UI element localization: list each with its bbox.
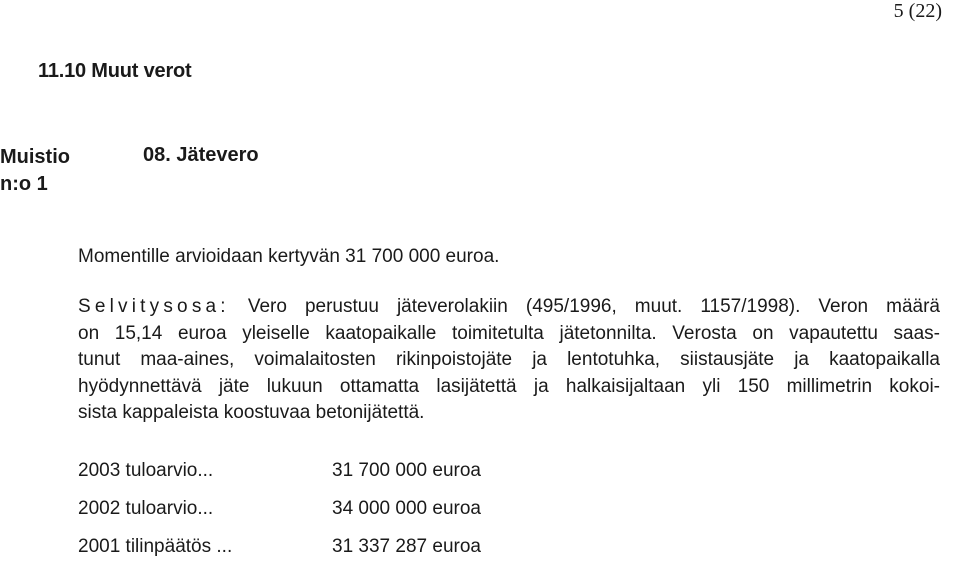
budget-row-amount: 34 000 000 euroa xyxy=(332,498,481,519)
section-heading: 11.10 Muut verot xyxy=(38,60,192,82)
budget-row xyxy=(78,496,518,534)
explanation-line-2: on 15,14 euroa yleiselle kaatopaikalle toimitetulta jätetonnilta. Verosta on vapautettu saas- xyxy=(78,322,940,344)
budget-row-amount: 31 337 287 euroa xyxy=(332,536,481,557)
budget-table xyxy=(78,458,518,572)
explanation-line-4: hyödynnettävä jäte lukuun ottamatta lasijätettä ja halkaisijaltaan yli 150 millimetrin kokoi- xyxy=(78,375,940,397)
explanation-label: Selvitysosa: xyxy=(78,296,230,317)
budget-row xyxy=(78,458,518,496)
explanation-line-1 xyxy=(78,294,940,321)
explanation-paragraph xyxy=(78,294,940,427)
budget-row-amount: 31 700 000 euroa xyxy=(332,460,481,481)
budget-row-label: 2003 tuloarvio... xyxy=(78,460,214,481)
budget-row-label: 2002 tuloarvio... xyxy=(78,498,214,519)
page-number: 5 (22) xyxy=(893,0,942,22)
explanation-line-3: tunut maa-aines, voimalaitosten rikinpoistojäte ja lentotuhka, siistausjäte ja kaatopaikalla xyxy=(78,349,940,370)
memo-label: Muistio n:o 1 xyxy=(0,146,70,195)
explanation-line-1-text: Vero perustuu jäteverolakiin (495/1996, muut. 1157/1998). Veron määrä xyxy=(229,296,940,317)
budget-row xyxy=(78,534,518,572)
explanation-line-5: sista kappaleista koostuvaa betonijätettä. xyxy=(78,402,425,423)
revenue-estimate-text: Momentille arvioidaan kertyvän 31 700 000 euroa. xyxy=(78,246,500,267)
item-title: 08. Jätevero xyxy=(143,144,259,166)
budget-row-label: 2001 tilinpäätös ... xyxy=(78,536,233,557)
